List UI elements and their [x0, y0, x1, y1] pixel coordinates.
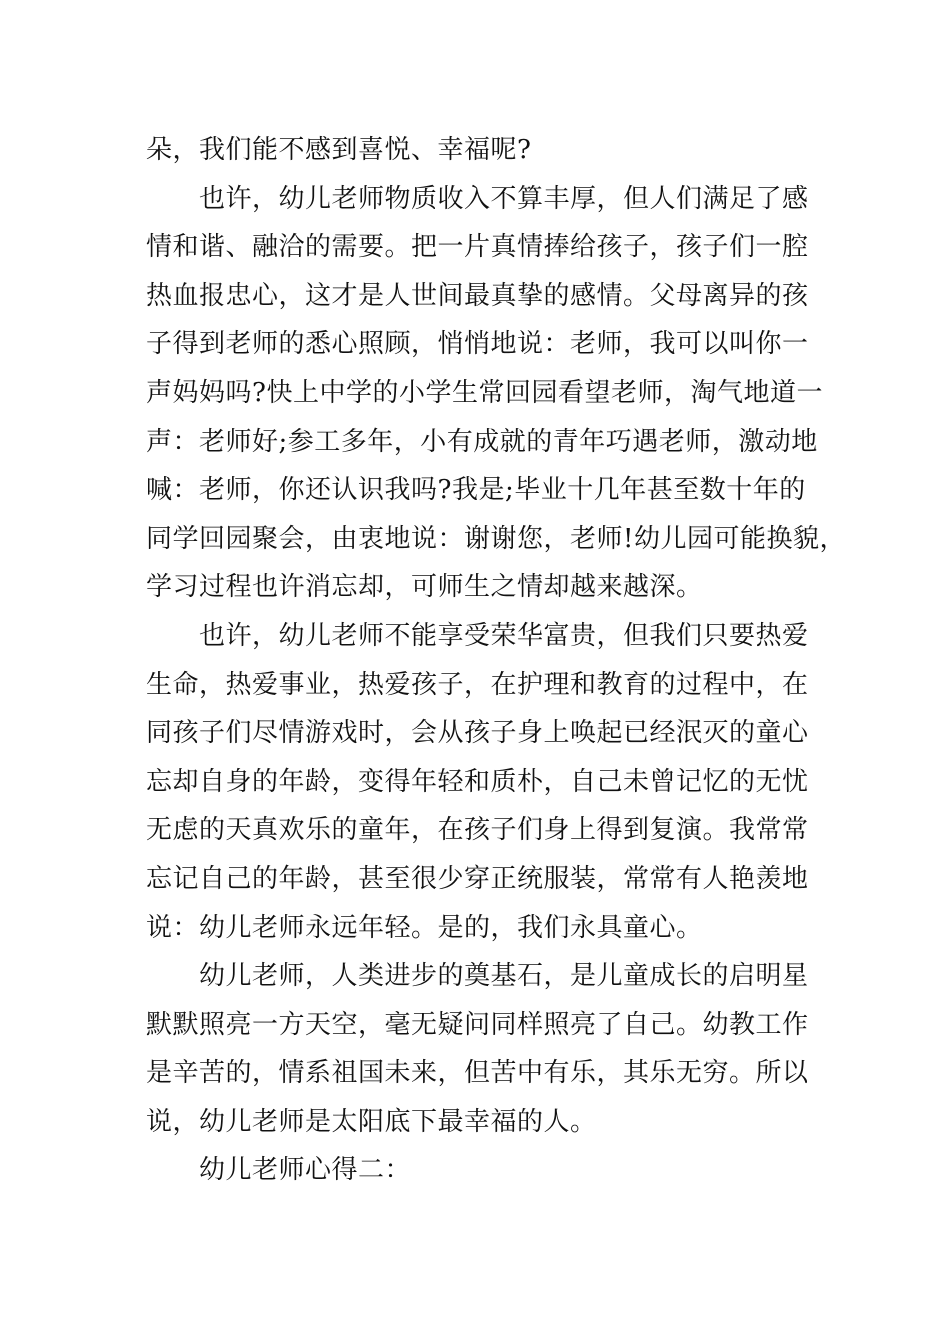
text-line: 也许，幼儿老师物质收入不算丰厚，但人们满足了感 [146, 183, 809, 214]
text-line: 同孩子们尽情游戏时，会从孩子身上唤起已经泯灭的童心 [146, 718, 809, 749]
text-line: 忘记自己的年龄，甚至很少穿正统服装，常常有人艳羡地 [146, 863, 809, 894]
text-line: 幼儿老师，人类进步的奠基石，是儿童成长的启明星 [146, 961, 809, 992]
text-line: 学习过程也许消忘却，可师生之情却越来越深。 [146, 572, 703, 603]
text-line: 说，幼儿老师是太阳底下最幸福的人。 [146, 1106, 597, 1137]
text-line: 子得到老师的悉心照顾，悄悄地说：老师，我可以叫你一 [146, 329, 809, 360]
text-line: 喊：老师，你还认识我吗?我是;毕业十几年甚至数十年的 [146, 475, 806, 506]
text-line: 也许，幼儿老师不能享受荣华富贵，但我们只要热爱 [146, 620, 809, 651]
text-line: 忘却自身的年龄，变得年轻和质朴，自己未曾记忆的无忧 [146, 766, 809, 797]
text-line: 无虑的天真欢乐的童年，在孩子们身上得到复演。我常常 [146, 815, 809, 846]
text-line: 幼儿老师心得二： [146, 1155, 412, 1186]
text-line: 声：老师好;参工多年，小有成就的青年巧遇老师，激动地 [146, 426, 818, 457]
text-line: 情和谐、融洽的需要。把一片真情捧给孩子，孩子们一腔 [146, 232, 809, 263]
text-line: 声妈妈吗?快上中学的小学生常回园看望老师，淘气地道一 [146, 377, 823, 408]
text-line: 朵，我们能不感到喜悦、幸福呢? [146, 135, 532, 165]
text-line: 热血报忠心，这才是人世间最真挚的感情。父母离异的孩 [146, 280, 809, 311]
document-body [146, 126, 846, 1195]
text-line: 说：幼儿老师永远年轻。是的，我们永具童心。 [146, 912, 703, 943]
text-line: 同学回园聚会，由衷地说：谢谢您，老师!幼儿园可能换貌， [146, 523, 846, 554]
text-line: 是辛苦的，情系祖国未来，但苦中有乐，其乐无穷。所以 [146, 1058, 809, 1089]
text-line: 默默照亮一方天空，毫无疑问同样照亮了自己。幼教工作 [146, 1009, 809, 1040]
text-line: 生命，热爱事业，热爱孩子，在护理和教育的过程中，在 [146, 669, 809, 700]
